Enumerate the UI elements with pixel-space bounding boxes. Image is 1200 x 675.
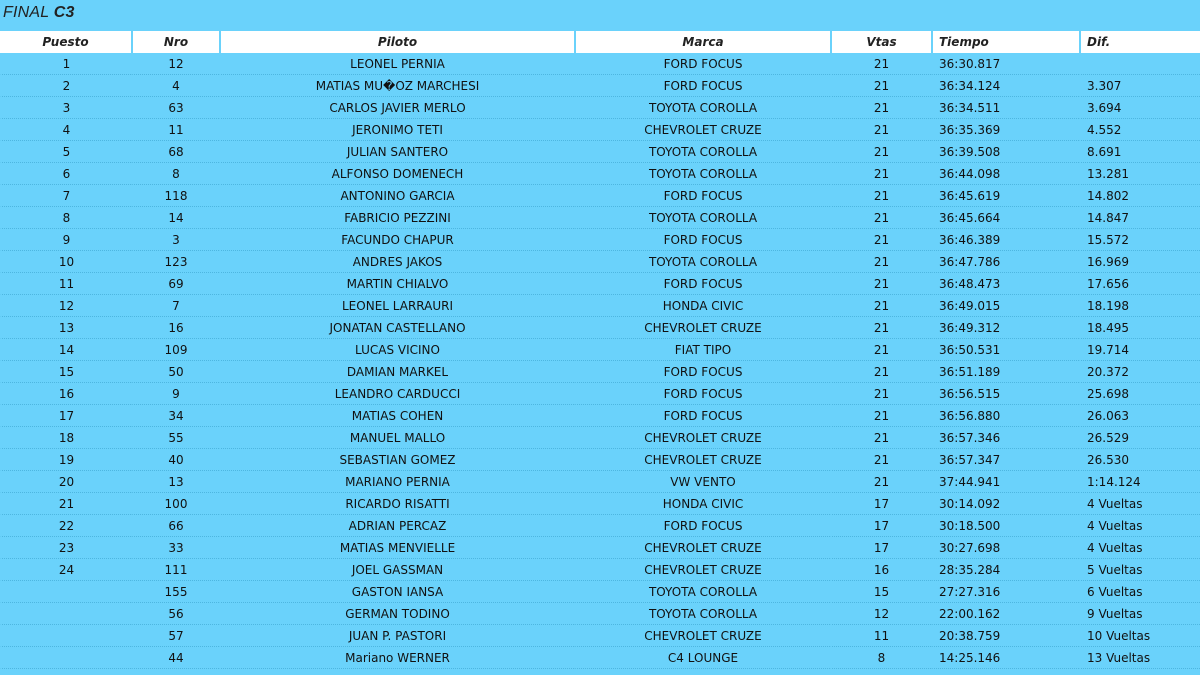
table-row xyxy=(0,119,1200,141)
cell-nro: 4 xyxy=(131,75,219,97)
cell-marca: FORD FOCUS xyxy=(574,75,830,97)
cell-piloto: LUCAS VICINO xyxy=(219,339,574,361)
cell-marca: CHEVROLET CRUZE xyxy=(574,317,830,339)
cell-tiempo: 36:30.817 xyxy=(931,53,1079,75)
cell-piloto: DAMIAN MARKEL xyxy=(219,361,574,383)
cell-puesto: 11 xyxy=(0,273,131,295)
cell-puesto xyxy=(0,625,131,647)
cell-puesto: 4 xyxy=(0,119,131,141)
cell-dif: 1:14.124 xyxy=(1079,471,1200,493)
cell-marca: TOYOTA COROLLA xyxy=(574,251,830,273)
cell-puesto: 22 xyxy=(0,515,131,537)
cell-nro: 12 xyxy=(131,53,219,75)
cell-tiempo: 36:47.786 xyxy=(931,251,1079,273)
cell-dif: 3.694 xyxy=(1079,97,1200,119)
cell-puesto: 24 xyxy=(0,559,131,581)
cell-nro: 118 xyxy=(131,185,219,207)
cell-dif: 14.847 xyxy=(1079,207,1200,229)
cell-piloto: LEONEL LARRAURI xyxy=(219,295,574,317)
cell-vtas: 17 xyxy=(830,537,931,559)
cell-piloto: ANTONINO GARCIA xyxy=(219,185,574,207)
cell-puesto: 2 xyxy=(0,75,131,97)
cell-marca: FORD FOCUS xyxy=(574,273,830,295)
cell-dif: 9 Vueltas xyxy=(1079,603,1200,625)
cell-dif: 3.307 xyxy=(1079,75,1200,97)
cell-tiempo: 36:44.098 xyxy=(931,163,1079,185)
cell-nro: 16 xyxy=(131,317,219,339)
cell-dif: 17.656 xyxy=(1079,273,1200,295)
table-row xyxy=(0,581,1200,603)
table-row xyxy=(0,229,1200,251)
cell-marca: TOYOTA COROLLA xyxy=(574,97,830,119)
cell-vtas: 21 xyxy=(830,75,931,97)
cell-piloto: MARIANO PERNIA xyxy=(219,471,574,493)
cell-tiempo: 28:35.284 xyxy=(931,559,1079,581)
table-row xyxy=(0,383,1200,405)
cell-marca: CHEVROLET CRUZE xyxy=(574,449,830,471)
table-row xyxy=(0,537,1200,559)
cell-vtas: 21 xyxy=(830,273,931,295)
table-row xyxy=(0,559,1200,581)
table-row xyxy=(0,207,1200,229)
cell-nro: 109 xyxy=(131,339,219,361)
cell-puesto: 5 xyxy=(0,141,131,163)
cell-puesto xyxy=(0,647,131,669)
cell-marca: FIAT TIPO xyxy=(574,339,830,361)
cell-vtas: 17 xyxy=(830,515,931,537)
cell-vtas: 11 xyxy=(830,625,931,647)
cell-piloto: LEANDRO CARDUCCI xyxy=(219,383,574,405)
cell-marca: FORD FOCUS xyxy=(574,405,830,427)
cell-dif: 13 Vueltas xyxy=(1079,647,1200,669)
cell-marca: HONDA CIVIC xyxy=(574,493,830,515)
cell-nro: 66 xyxy=(131,515,219,537)
cell-vtas: 21 xyxy=(830,97,931,119)
cell-piloto: MATIAS MU�OZ MARCHESI xyxy=(219,75,574,97)
cell-piloto: JUAN P. PASTORI xyxy=(219,625,574,647)
cell-marca: TOYOTA COROLLA xyxy=(574,581,830,603)
cell-tiempo: 36:46.389 xyxy=(931,229,1079,251)
table-row xyxy=(0,75,1200,97)
table-row xyxy=(0,251,1200,273)
cell-vtas: 8 xyxy=(830,647,931,669)
table-row xyxy=(0,647,1200,669)
col-header-tiempo: Tiempo xyxy=(931,31,1079,53)
cell-marca: CHEVROLET CRUZE xyxy=(574,119,830,141)
cell-puesto: 14 xyxy=(0,339,131,361)
table-row xyxy=(0,427,1200,449)
cell-vtas: 21 xyxy=(830,427,931,449)
cell-piloto: GASTON IANSA xyxy=(219,581,574,603)
cell-marca: CHEVROLET CRUZE xyxy=(574,537,830,559)
cell-vtas: 21 xyxy=(830,405,931,427)
cell-vtas: 21 xyxy=(830,229,931,251)
cell-dif: 19.714 xyxy=(1079,339,1200,361)
cell-piloto: JOEL GASSMAN xyxy=(219,559,574,581)
table-row xyxy=(0,625,1200,647)
cell-nro: 8 xyxy=(131,163,219,185)
cell-dif: 6 Vueltas xyxy=(1079,581,1200,603)
cell-vtas: 15 xyxy=(830,581,931,603)
cell-vtas: 21 xyxy=(830,141,931,163)
cell-tiempo: 36:34.511 xyxy=(931,97,1079,119)
cell-piloto: SEBASTIAN GOMEZ xyxy=(219,449,574,471)
cell-marca: FORD FOCUS xyxy=(574,229,830,251)
cell-piloto: JULIAN SANTERO xyxy=(219,141,574,163)
cell-piloto: RICARDO RISATTI xyxy=(219,493,574,515)
cell-dif: 18.495 xyxy=(1079,317,1200,339)
table-row xyxy=(0,493,1200,515)
cell-nro: 123 xyxy=(131,251,219,273)
cell-dif: 14.802 xyxy=(1079,185,1200,207)
cell-tiempo: 30:18.500 xyxy=(931,515,1079,537)
cell-vtas: 21 xyxy=(830,339,931,361)
col-header-piloto: Piloto xyxy=(219,31,574,53)
cell-dif: 4 Vueltas xyxy=(1079,515,1200,537)
cell-nro: 56 xyxy=(131,603,219,625)
table-row xyxy=(0,317,1200,339)
cell-tiempo: 36:34.124 xyxy=(931,75,1079,97)
cell-dif: 25.698 xyxy=(1079,383,1200,405)
table-row xyxy=(0,361,1200,383)
cell-tiempo: 14:25.146 xyxy=(931,647,1079,669)
cell-piloto: FACUNDO CHAPUR xyxy=(219,229,574,251)
results-table xyxy=(0,31,1200,669)
table-row xyxy=(0,141,1200,163)
cell-marca: FORD FOCUS xyxy=(574,515,830,537)
cell-puesto: 8 xyxy=(0,207,131,229)
table-row xyxy=(0,185,1200,207)
cell-puesto: 13 xyxy=(0,317,131,339)
cell-nro: 100 xyxy=(131,493,219,515)
cell-tiempo: 36:50.531 xyxy=(931,339,1079,361)
cell-tiempo: 30:14.092 xyxy=(931,493,1079,515)
cell-piloto: ALFONSO DOMENECH xyxy=(219,163,574,185)
cell-marca: C4 LOUNGE xyxy=(574,647,830,669)
cell-vtas: 21 xyxy=(830,295,931,317)
cell-vtas: 21 xyxy=(830,317,931,339)
cell-dif: 26.063 xyxy=(1079,405,1200,427)
cell-marca: FORD FOCUS xyxy=(574,361,830,383)
table-row xyxy=(0,449,1200,471)
cell-vtas: 16 xyxy=(830,559,931,581)
cell-tiempo: 36:57.346 xyxy=(931,427,1079,449)
cell-piloto: ANDRES JAKOS xyxy=(219,251,574,273)
cell-puesto: 1 xyxy=(0,53,131,75)
cell-tiempo: 36:35.369 xyxy=(931,119,1079,141)
cell-tiempo: 36:48.473 xyxy=(931,273,1079,295)
cell-tiempo: 36:51.189 xyxy=(931,361,1079,383)
cell-piloto: MANUEL MALLO xyxy=(219,427,574,449)
cell-tiempo: 27:27.316 xyxy=(931,581,1079,603)
cell-puesto: 21 xyxy=(0,493,131,515)
table-row xyxy=(0,273,1200,295)
table-row xyxy=(0,53,1200,75)
cell-puesto: 3 xyxy=(0,97,131,119)
cell-dif: 26.530 xyxy=(1079,449,1200,471)
cell-vtas: 21 xyxy=(830,53,931,75)
cell-puesto: 19 xyxy=(0,449,131,471)
cell-puesto: 23 xyxy=(0,537,131,559)
cell-dif: 4 Vueltas xyxy=(1079,537,1200,559)
table-row xyxy=(0,405,1200,427)
cell-marca: FORD FOCUS xyxy=(574,185,830,207)
cell-puesto: 17 xyxy=(0,405,131,427)
cell-tiempo: 36:56.515 xyxy=(931,383,1079,405)
cell-dif: 10 Vueltas xyxy=(1079,625,1200,647)
cell-nro: 63 xyxy=(131,97,219,119)
cell-puesto: 18 xyxy=(0,427,131,449)
col-header-nro: Nro xyxy=(131,31,219,53)
cell-dif: 16.969 xyxy=(1079,251,1200,273)
cell-tiempo: 36:57.347 xyxy=(931,449,1079,471)
cell-puesto: 15 xyxy=(0,361,131,383)
cell-marca: CHEVROLET CRUZE xyxy=(574,559,830,581)
cell-vtas: 17 xyxy=(830,493,931,515)
cell-dif: 26.529 xyxy=(1079,427,1200,449)
cell-dif: 15.572 xyxy=(1079,229,1200,251)
table-row xyxy=(0,515,1200,537)
cell-dif: 4 Vueltas xyxy=(1079,493,1200,515)
cell-nro: 111 xyxy=(131,559,219,581)
cell-vtas: 21 xyxy=(830,361,931,383)
cell-nro: 69 xyxy=(131,273,219,295)
cell-tiempo: 22:00.162 xyxy=(931,603,1079,625)
cell-dif: 18.198 xyxy=(1079,295,1200,317)
cell-vtas: 21 xyxy=(830,471,931,493)
cell-puesto: 16 xyxy=(0,383,131,405)
cell-piloto: JONATAN CASTELLANO xyxy=(219,317,574,339)
cell-puesto: 9 xyxy=(0,229,131,251)
cell-nro: 11 xyxy=(131,119,219,141)
cell-nro: 57 xyxy=(131,625,219,647)
cell-dif: 5 Vueltas xyxy=(1079,559,1200,581)
cell-nro: 9 xyxy=(131,383,219,405)
cell-marca: TOYOTA COROLLA xyxy=(574,207,830,229)
results-body xyxy=(0,53,1200,669)
cell-piloto: MATIAS MENVIELLE xyxy=(219,537,574,559)
cell-marca: TOYOTA COROLLA xyxy=(574,603,830,625)
cell-puesto xyxy=(0,603,131,625)
cell-dif: 20.372 xyxy=(1079,361,1200,383)
cell-dif: 8.691 xyxy=(1079,141,1200,163)
cell-puesto xyxy=(0,581,131,603)
cell-vtas: 21 xyxy=(830,207,931,229)
cell-marca: HONDA CIVIC xyxy=(574,295,830,317)
cell-nro: 3 xyxy=(131,229,219,251)
table-row xyxy=(0,339,1200,361)
header-row xyxy=(0,31,1200,53)
cell-tiempo: 36:39.508 xyxy=(931,141,1079,163)
cell-puesto: 12 xyxy=(0,295,131,317)
cell-vtas: 21 xyxy=(830,383,931,405)
cell-vtas: 12 xyxy=(830,603,931,625)
cell-marca: TOYOTA COROLLA xyxy=(574,163,830,185)
col-header-dif: Dif. xyxy=(1079,31,1200,53)
cell-piloto: LEONEL PERNIA xyxy=(219,53,574,75)
cell-tiempo: 36:49.312 xyxy=(931,317,1079,339)
table-row xyxy=(0,163,1200,185)
col-header-marca: Marca xyxy=(574,31,830,53)
cell-vtas: 21 xyxy=(830,449,931,471)
cell-piloto: MARTIN CHIALVO xyxy=(219,273,574,295)
cell-nro: 155 xyxy=(131,581,219,603)
cell-piloto: JERONIMO TETI xyxy=(219,119,574,141)
cell-vtas: 21 xyxy=(830,119,931,141)
cell-tiempo: 20:38.759 xyxy=(931,625,1079,647)
title-prefix: FINAL xyxy=(3,4,50,21)
cell-puesto: 20 xyxy=(0,471,131,493)
table-row xyxy=(0,471,1200,493)
cell-nro: 40 xyxy=(131,449,219,471)
cell-marca: TOYOTA COROLLA xyxy=(574,141,830,163)
cell-nro: 7 xyxy=(131,295,219,317)
cell-tiempo: 36:49.015 xyxy=(931,295,1079,317)
cell-piloto: CARLOS JAVIER MERLO xyxy=(219,97,574,119)
cell-piloto: FABRICIO PEZZINI xyxy=(219,207,574,229)
cell-vtas: 21 xyxy=(830,251,931,273)
cell-puesto: 7 xyxy=(0,185,131,207)
cell-nro: 34 xyxy=(131,405,219,427)
cell-piloto: ADRIAN PERCAZ xyxy=(219,515,574,537)
cell-nro: 14 xyxy=(131,207,219,229)
cell-puesto: 10 xyxy=(0,251,131,273)
cell-tiempo: 36:45.619 xyxy=(931,185,1079,207)
cell-nro: 50 xyxy=(131,361,219,383)
col-header-puesto: Puesto xyxy=(0,31,131,53)
cell-tiempo: 36:56.880 xyxy=(931,405,1079,427)
cell-marca: FORD FOCUS xyxy=(574,383,830,405)
title-category: C3 xyxy=(53,4,75,21)
cell-dif: 13.281 xyxy=(1079,163,1200,185)
cell-dif: 4.552 xyxy=(1079,119,1200,141)
cell-marca: VW VENTO xyxy=(574,471,830,493)
cell-vtas: 21 xyxy=(830,185,931,207)
cell-tiempo: 30:27.698 xyxy=(931,537,1079,559)
cell-nro: 44 xyxy=(131,647,219,669)
cell-nro: 55 xyxy=(131,427,219,449)
table-row xyxy=(0,603,1200,625)
cell-nro: 13 xyxy=(131,471,219,493)
cell-piloto: MATIAS COHEN xyxy=(219,405,574,427)
cell-tiempo: 37:44.941 xyxy=(931,471,1079,493)
table-row xyxy=(0,97,1200,119)
cell-vtas: 21 xyxy=(830,163,931,185)
col-header-vtas: Vtas xyxy=(830,31,931,53)
cell-piloto: Mariano WERNER xyxy=(219,647,574,669)
cell-marca: FORD FOCUS xyxy=(574,53,830,75)
cell-marca: CHEVROLET CRUZE xyxy=(574,625,830,647)
cell-marca: CHEVROLET CRUZE xyxy=(574,427,830,449)
cell-piloto: GERMAN TODINO xyxy=(219,603,574,625)
cell-nro: 33 xyxy=(131,537,219,559)
cell-tiempo: 36:45.664 xyxy=(931,207,1079,229)
cell-nro: 68 xyxy=(131,141,219,163)
table-row xyxy=(0,295,1200,317)
page-title xyxy=(3,4,75,22)
cell-puesto: 6 xyxy=(0,163,131,185)
cell-dif xyxy=(1079,53,1200,75)
